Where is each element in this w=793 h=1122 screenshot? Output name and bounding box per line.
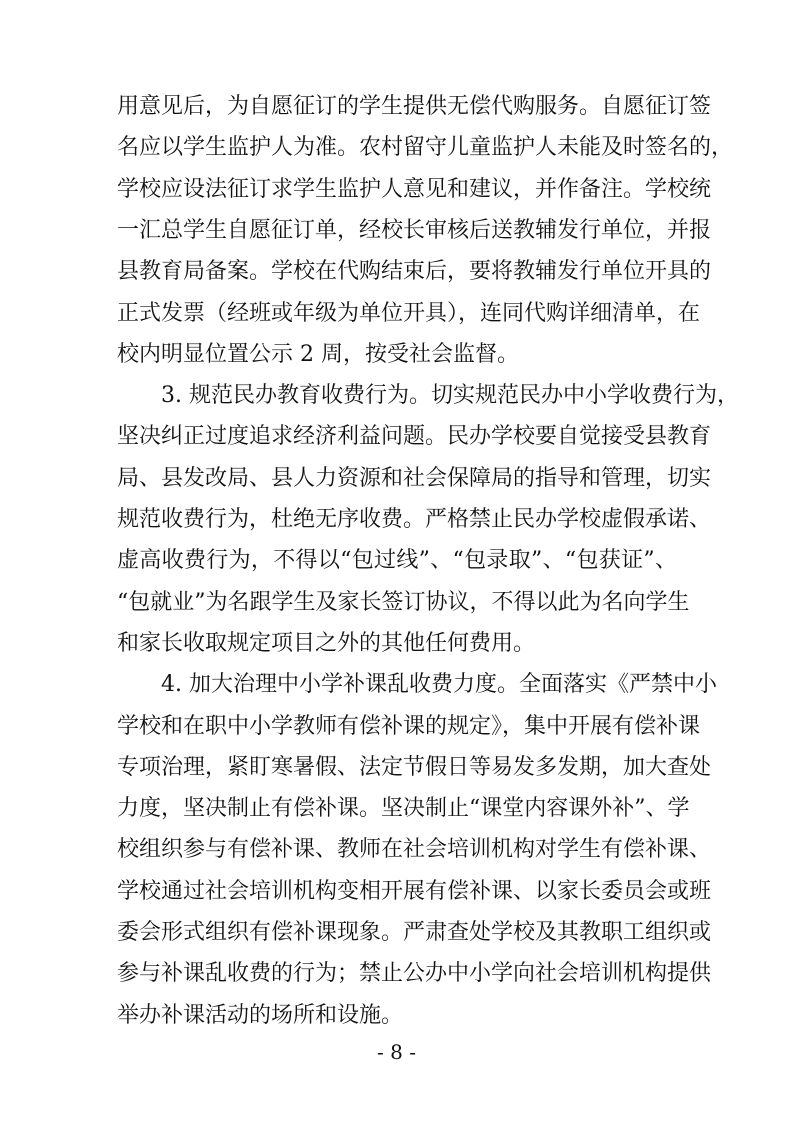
text-line: 委会形式组织有偿补课现象。严肃查处学校及其教职工组织或 — [117, 920, 712, 945]
section-heading-line: 4. 加大治理中小学补课乱收费力度。全面落实《严禁中小 — [161, 672, 717, 698]
text-line: 局、县发改局、县人力资源和社会保障局的指导和管理，切实 — [117, 465, 712, 491]
text-line: 校内明显位置公示 2 周，按受社会监督。 — [117, 341, 519, 367]
text-line: 一汇总学生自愿征订单，经校长审核后送教辅发行单位，并报 — [117, 217, 712, 243]
text-line: “包就业”为名跟学生及家长签订协议，不得以此为名向学生 — [117, 589, 690, 615]
text-line: 力度，坚决制止有偿补课。坚决制止“课堂内容课外补”、学 — [117, 796, 690, 822]
text-line: 规范收费行为，杜绝无序收费。严格禁止民办学校虚假承诺、 — [117, 507, 712, 532]
text-line: 正式发票（经班或年级为单位开具），连同代购详细清单，在 — [117, 300, 701, 326]
text-line: 校组织参与有偿补课、教师在社会培训机构对学生有偿补课、 — [117, 837, 712, 863]
section-heading-line: 3. 规范民办教育收费行为。切实规范民办中小学收费行为， — [161, 383, 739, 409]
text-line: 学校应设法征订求学生监护人意见和建议，并作备注。学校统 — [117, 176, 712, 202]
text-line: 虚高收费行为，不得以“包过线”、“包录取”、“包获证”、 — [117, 548, 677, 574]
text-line: 学校通过社会培训机构变相开展有偿补课、以家长委员会或班 — [117, 878, 712, 904]
text-line: 参与补课乱收费的行为；禁止公办中小学向社会培训机构提供 — [117, 961, 712, 987]
text-line: 专项治理，紧盯寒暑假、法定节假日等易发多发期，加大查处 — [117, 754, 712, 780]
text-line: 县教育局备案。学校在代购结束后，要将教辅发行单位开具的 — [117, 259, 712, 285]
text-line: 学校和在职中小学教师有偿补课的规定》，集中开展有偿补课 — [117, 713, 701, 739]
text-line: 举办补课活动的场所和设施。 — [117, 1002, 404, 1028]
text-line: 和家长收取规定项目之外的其他任何费用。 — [117, 630, 536, 656]
page-number: - 8 - — [377, 1040, 416, 1064]
text-line: 名应以学生监护人为准。农村留守儿童监护人未能及时签名的， — [117, 135, 734, 161]
text-line: 坚决纠正过度追求经济利益问题。民办学校要自觉接受县教育 — [117, 424, 712, 450]
text-line: 用意见后，为自愿征订的学生提供无偿代购服务。自愿征订签 — [117, 94, 712, 119]
